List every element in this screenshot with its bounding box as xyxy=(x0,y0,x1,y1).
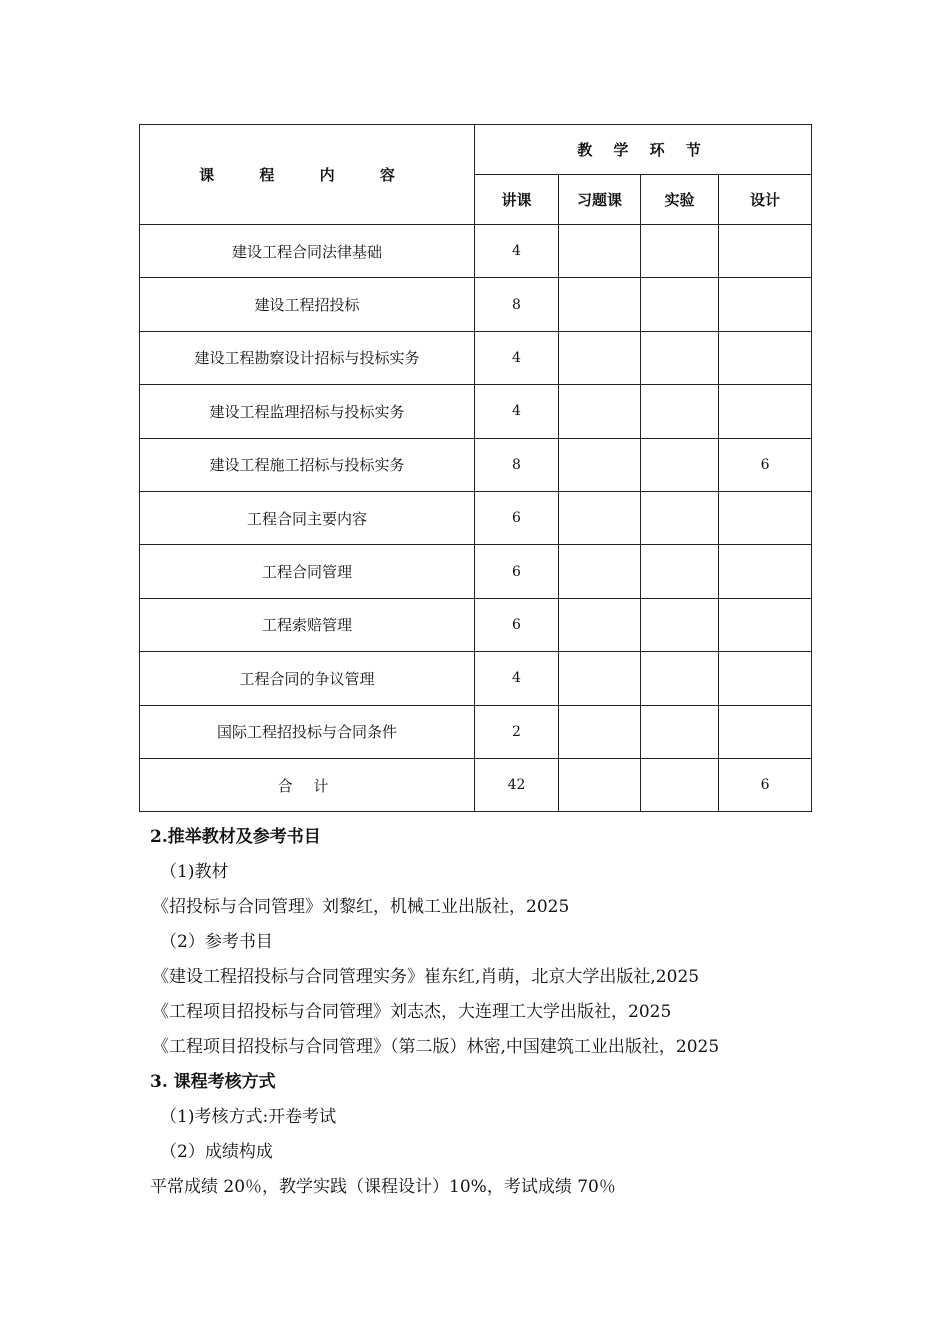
lab-hours-cell xyxy=(641,545,719,598)
lab-hours-cell xyxy=(641,598,719,651)
exercise-hours-cell xyxy=(559,598,641,651)
lab-hours-cell xyxy=(641,438,719,491)
exercise-hours-cell xyxy=(559,705,641,758)
lecture-hours-cell: 2 xyxy=(475,705,559,758)
reference-entry: 《建设工程招投标与合同管理实务》崔东红,肖萌，北京大学出版社,2025 xyxy=(152,967,700,987)
header-exercise: 习题课 xyxy=(559,175,641,225)
lecture-hours-cell: 4 xyxy=(475,385,559,438)
textbook-label: （1)教材 xyxy=(160,862,229,882)
lecture-hours-cell: 8 xyxy=(475,278,559,331)
grade-composition: 平常成绩 20％，教学实践（课程设计）10%，考试成绩 70％ xyxy=(150,1177,616,1197)
design-hours-cell xyxy=(719,385,812,438)
table-row xyxy=(140,225,812,278)
lecture-hours-cell: 6 xyxy=(475,545,559,598)
table-row xyxy=(140,278,812,331)
row-content-cell: 工程索赔管理 xyxy=(140,598,475,651)
exercise-hours-cell xyxy=(559,545,641,598)
design-hours-cell xyxy=(719,545,812,598)
design-hours-cell xyxy=(719,652,812,705)
row-content-cell: 工程合同管理 xyxy=(140,545,475,598)
exercise-hours-cell xyxy=(559,225,641,278)
header-lab: 实验 xyxy=(641,175,719,225)
row-content-cell: 工程合同主要内容 xyxy=(140,491,475,544)
lab-hours-cell xyxy=(641,385,719,438)
textbook-entry: 《招投标与合同管理》刘黎红，机械工业出版社，2025 xyxy=(152,897,570,917)
lecture-hours-cell: 6 xyxy=(475,491,559,544)
header-course-content: 课 程 内 容 xyxy=(140,125,475,225)
section2-heading: 2.推举教材及参考书目 xyxy=(150,827,321,847)
course-hours-table xyxy=(139,124,812,812)
lab-hours-cell xyxy=(641,278,719,331)
total-row xyxy=(140,758,812,811)
header-teaching-sessions: 教 学 环 节 xyxy=(475,125,812,175)
grade-composition-label: （2）成绩构成 xyxy=(160,1142,273,1162)
lecture-hours-cell: 4 xyxy=(475,652,559,705)
lecture-hours-cell: 4 xyxy=(475,225,559,278)
exercise-hours-cell xyxy=(559,758,641,811)
reference-entry: 《工程项目招投标与合同管理》（第二版）林密,中国建筑工业出版社，2025 xyxy=(152,1037,720,1057)
table-body xyxy=(140,225,812,812)
row-content-cell: 合 计 xyxy=(140,758,475,811)
lecture-hours-cell: 8 xyxy=(475,438,559,491)
row-content-cell: 工程合同的争议管理 xyxy=(140,652,475,705)
lab-hours-cell xyxy=(641,491,719,544)
lab-hours-cell xyxy=(641,705,719,758)
table-row xyxy=(140,438,812,491)
table-row xyxy=(140,652,812,705)
section3-heading: 3. 课程考核方式 xyxy=(150,1072,276,1092)
row-content-cell: 建设工程勘察设计招标与投标实务 xyxy=(140,331,475,384)
exercise-hours-cell xyxy=(559,491,641,544)
lab-hours-cell xyxy=(641,225,719,278)
table-row xyxy=(140,705,812,758)
design-hours-cell xyxy=(719,491,812,544)
design-hours-cell xyxy=(719,598,812,651)
design-hours-cell xyxy=(719,331,812,384)
lecture-hours-cell: 6 xyxy=(475,598,559,651)
assessment-method: （1)考核方式:开卷考试 xyxy=(160,1107,337,1127)
row-content-cell: 建设工程合同法律基础 xyxy=(140,225,475,278)
exercise-hours-cell xyxy=(559,438,641,491)
design-hours-cell: 6 xyxy=(719,438,812,491)
row-content-cell: 建设工程施工招标与投标实务 xyxy=(140,438,475,491)
row-content-cell: 国际工程招投标与合同条件 xyxy=(140,705,475,758)
exercise-hours-cell xyxy=(559,385,641,438)
lab-hours-cell xyxy=(641,652,719,705)
lab-hours-cell xyxy=(641,331,719,384)
exercise-hours-cell xyxy=(559,331,641,384)
design-hours-cell: 6 xyxy=(719,758,812,811)
row-content-cell: 建设工程招投标 xyxy=(140,278,475,331)
lecture-hours-cell: 4 xyxy=(475,331,559,384)
table-row xyxy=(140,331,812,384)
reference-label: （2）参考书目 xyxy=(160,932,273,952)
design-hours-cell xyxy=(719,278,812,331)
table-row xyxy=(140,598,812,651)
design-hours-cell xyxy=(719,705,812,758)
header-lecture: 讲课 xyxy=(475,175,559,225)
table-row xyxy=(140,545,812,598)
table-row xyxy=(140,491,812,544)
header-design: 设计 xyxy=(719,175,812,225)
design-hours-cell xyxy=(719,225,812,278)
lecture-hours-cell: 42 xyxy=(475,758,559,811)
reference-entry: 《工程项目招投标与合同管理》刘志杰，大连理工大学出版社，2025 xyxy=(152,1002,672,1022)
text-sections xyxy=(150,820,830,1205)
lab-hours-cell xyxy=(641,758,719,811)
exercise-hours-cell xyxy=(559,278,641,331)
row-content-cell: 建设工程监理招标与投标实务 xyxy=(140,385,475,438)
table-row xyxy=(140,385,812,438)
exercise-hours-cell xyxy=(559,652,641,705)
